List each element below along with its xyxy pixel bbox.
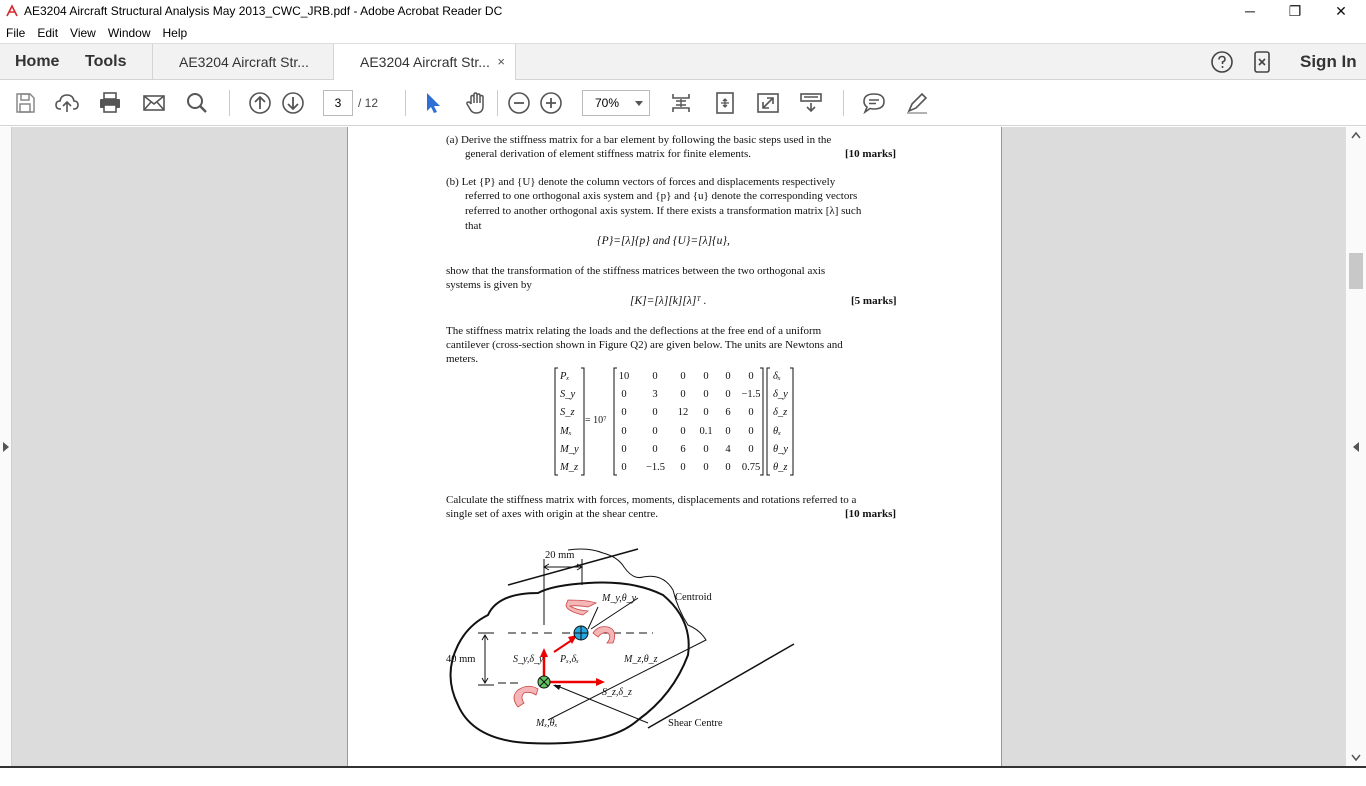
text-line: general derivation of element stiffness matrix for finite elements. bbox=[465, 148, 752, 160]
search-icon[interactable] bbox=[184, 90, 210, 116]
read-mode-icon[interactable] bbox=[798, 90, 824, 116]
email-icon[interactable] bbox=[141, 90, 167, 116]
title-bar bbox=[0, 0, 1366, 22]
figure-label: S_z,δ_z bbox=[602, 687, 632, 698]
print-icon[interactable] bbox=[97, 90, 123, 116]
matrix-cell: 0 bbox=[748, 425, 754, 437]
text-line: systems is given by bbox=[446, 279, 532, 291]
matrix-factor: = 10⁷ bbox=[585, 415, 607, 426]
text-line: (b) Let {P} and {U} denote the column vectors of forces and displacements respectively bbox=[446, 176, 836, 188]
text-line: (a) Derive the stiffness matrix for a bar element by following the basic steps used in the bbox=[446, 134, 832, 146]
matrix-cell: 0 bbox=[703, 443, 709, 455]
matrix-cell: 0 bbox=[725, 425, 731, 437]
text-line: single set of axes with origin at the shear centre. bbox=[446, 508, 658, 520]
matrix-cell: 0 bbox=[621, 443, 627, 455]
zoom-value: 70% bbox=[595, 96, 620, 110]
figure-label: M_z,θ_z bbox=[624, 654, 658, 665]
matrix-cell: 10 bbox=[618, 371, 630, 382]
text-line: The stiffness matrix relating the loads and the deflections at the free end of a uniform bbox=[446, 325, 822, 337]
matrix-cell: 0 bbox=[748, 443, 754, 455]
tab-document-1[interactable]: AE3204 Aircraft Str... bbox=[152, 44, 333, 80]
scrolling-mode-icon[interactable] bbox=[668, 90, 694, 116]
text-line: show that the transformation of the stiffness matrices between the two orthogonal axis bbox=[446, 265, 826, 277]
previous-page-icon[interactable] bbox=[247, 90, 273, 116]
next-page-icon[interactable] bbox=[280, 90, 306, 116]
zoom-select[interactable] bbox=[582, 90, 650, 116]
text-line: cantilever (cross-section shown in Figure Q2) are given below. The units are Newtons and bbox=[446, 339, 843, 351]
matrix-cell: 0 bbox=[680, 389, 686, 401]
window-title: AE3204 Aircraft Structural Analysis May 2013_CWC_JRB.pdf - Adobe Acrobat Reader DC bbox=[24, 4, 503, 18]
dimension-label: 40 mm bbox=[446, 654, 476, 665]
matrix-cell: 0 bbox=[652, 371, 658, 382]
matrix-rhs-entry: θ_z bbox=[773, 462, 788, 473]
tab-divider bbox=[515, 44, 516, 80]
equation: [K]=[λ][k][λ]ᵀ . bbox=[630, 295, 707, 307]
matrix-cell: 0 bbox=[652, 443, 658, 455]
matrix-rhs-entry: θ_y bbox=[773, 443, 789, 455]
tab-tools[interactable]: Tools bbox=[85, 53, 127, 70]
menu-file[interactable]: File bbox=[6, 25, 26, 40]
matrix-cell: 12 bbox=[677, 407, 689, 419]
text-line: that bbox=[465, 220, 482, 232]
menu-window[interactable]: Window bbox=[107, 25, 151, 40]
marks: [10 marks] bbox=[845, 148, 897, 160]
mobile-link-icon[interactable] bbox=[1252, 44, 1272, 80]
tab-home[interactable]: Home bbox=[15, 53, 60, 70]
expand-right-icon[interactable] bbox=[1352, 441, 1360, 453]
toolbar-separator bbox=[497, 90, 498, 116]
matrix-cell: 0 bbox=[703, 462, 709, 473]
cloud-upload-icon[interactable] bbox=[54, 90, 80, 116]
matrix-cell: 0 bbox=[725, 371, 731, 382]
menu-help[interactable]: Help bbox=[162, 25, 188, 40]
figure-label: Pₓ,δₓ bbox=[560, 654, 579, 665]
sign-in-button[interactable]: Sign In bbox=[1300, 52, 1357, 71]
matrix-cell: −1.5 bbox=[741, 389, 761, 401]
menu-edit[interactable]: Edit bbox=[37, 25, 59, 40]
matrix-cell: 6 bbox=[725, 407, 731, 419]
figure-label: S_y,δ_y bbox=[513, 654, 544, 665]
matrix-rhs-entry: θₓ bbox=[773, 425, 782, 437]
figure-label: Centroid bbox=[675, 592, 712, 603]
save-icon[interactable] bbox=[12, 90, 38, 116]
matrix-cell: 0 bbox=[748, 407, 754, 419]
zoom-in-icon[interactable] bbox=[538, 90, 564, 116]
hand-tool-icon[interactable] bbox=[463, 90, 489, 116]
matrix-cell: 0 bbox=[652, 425, 658, 437]
dimension-label: 20 mm bbox=[545, 550, 575, 561]
highlight-pen-icon[interactable] bbox=[904, 90, 930, 116]
matrix-rhs-entry: δ_y bbox=[773, 389, 788, 401]
tab-document-2[interactable] bbox=[333, 44, 515, 81]
matrix-lhs-entry: Pₓ bbox=[560, 371, 570, 382]
close-window-button[interactable]: ✕ bbox=[1335, 2, 1347, 19]
tab-document-2-label: AE3204 Aircraft Str... bbox=[360, 54, 490, 70]
select-cursor-icon[interactable] bbox=[420, 90, 446, 116]
matrix-lhs-entry: M_y bbox=[560, 443, 579, 455]
restore-button[interactable]: ❐ bbox=[1288, 2, 1302, 19]
matrix-cell: 0 bbox=[725, 389, 731, 401]
equation: {P}=[λ]{p} and {U}=[λ]{u}, bbox=[597, 235, 730, 247]
figure-label: Shear Centre bbox=[668, 718, 723, 729]
figure-label: Mₓ,θₓ bbox=[536, 718, 558, 729]
matrix-cell: 0 bbox=[652, 407, 658, 419]
acrobat-icon bbox=[4, 3, 20, 19]
matrix-cell: 0 bbox=[725, 462, 731, 473]
matrix-cell: 0 bbox=[680, 371, 686, 382]
marks: [10 marks] bbox=[845, 508, 897, 520]
matrix-cell: −1.5 bbox=[646, 462, 666, 473]
pdf-page bbox=[347, 127, 1002, 766]
page-total: / 12 bbox=[358, 96, 379, 110]
text-line: meters. bbox=[446, 353, 479, 365]
matrix-lhs-entry: S_y bbox=[560, 389, 576, 401]
matrix-cell: 0 bbox=[748, 371, 754, 382]
chevron-down-icon bbox=[635, 101, 643, 106]
toolbar-separator bbox=[405, 90, 406, 116]
matrix-cell: 0 bbox=[703, 371, 709, 382]
menu-view[interactable]: View bbox=[70, 25, 96, 40]
menu-bar bbox=[0, 22, 1366, 43]
matrix-lhs-entry: S_z bbox=[560, 407, 575, 419]
text-line: referred to one orthogonal axis system and {p} and {u} denote the corresponding vectors bbox=[465, 190, 858, 202]
matrix-cell: 0 bbox=[621, 389, 627, 401]
toolbar bbox=[0, 80, 1366, 126]
full-screen-icon[interactable] bbox=[755, 90, 781, 116]
scroll-down-icon[interactable] bbox=[1351, 754, 1361, 762]
figure-label: M_y,θ_y bbox=[602, 593, 637, 604]
matrix-cell: 0 bbox=[621, 462, 627, 473]
minimize-button[interactable]: ─ bbox=[1245, 3, 1255, 19]
matrix-cell: 0.75 bbox=[741, 462, 761, 473]
left-panel-toggle[interactable] bbox=[0, 127, 12, 766]
text-line: Calculate the stiffness matrix with forces, moments, displacements and rotations referred to a bbox=[446, 494, 857, 506]
matrix-cell: 6 bbox=[680, 443, 686, 455]
tab-bar bbox=[0, 43, 1366, 80]
fit-page-icon[interactable] bbox=[712, 90, 738, 116]
page-number-input[interactable]: 3 bbox=[323, 90, 353, 116]
matrix-cell: 0 bbox=[680, 462, 686, 473]
matrix-cell: 0 bbox=[703, 407, 709, 419]
matrix-cell: 3 bbox=[652, 389, 658, 401]
matrix-rhs-entry: δₓ bbox=[773, 371, 781, 382]
matrix-cell: 0 bbox=[680, 425, 686, 437]
document-viewport[interactable] bbox=[0, 127, 1366, 766]
matrix-rhs-entry: δ_z bbox=[773, 407, 788, 419]
matrix-lhs-entry: Mₓ bbox=[560, 425, 572, 437]
toolbar-separator bbox=[843, 90, 844, 116]
toolbar-separator bbox=[229, 90, 230, 116]
text-line: referred to another orthogonal axis system. If there exists a transformation matrix [λ] such bbox=[465, 205, 862, 217]
marks: [5 marks] bbox=[851, 295, 897, 307]
scroll-up-icon[interactable] bbox=[1351, 131, 1361, 139]
vertical-scrollbar[interactable] bbox=[1345, 127, 1366, 766]
help-icon[interactable] bbox=[1210, 44, 1234, 80]
zoom-out-icon[interactable] bbox=[506, 90, 532, 116]
comment-icon[interactable] bbox=[861, 90, 887, 116]
matrix-lhs-entry: M_z bbox=[560, 462, 579, 473]
matrix-cell: 4 bbox=[725, 443, 731, 455]
matrix-cell: 0 bbox=[703, 389, 709, 401]
expand-left-icon bbox=[2, 441, 10, 453]
close-tab-button[interactable]: × bbox=[497, 54, 505, 69]
matrix-cell: 0 bbox=[621, 425, 627, 437]
matrix-cell: 0 bbox=[621, 407, 627, 419]
scrollbar-thumb[interactable] bbox=[1349, 253, 1363, 289]
taskbar-edge bbox=[0, 766, 1366, 786]
matrix-cell: 0.1 bbox=[699, 425, 713, 437]
